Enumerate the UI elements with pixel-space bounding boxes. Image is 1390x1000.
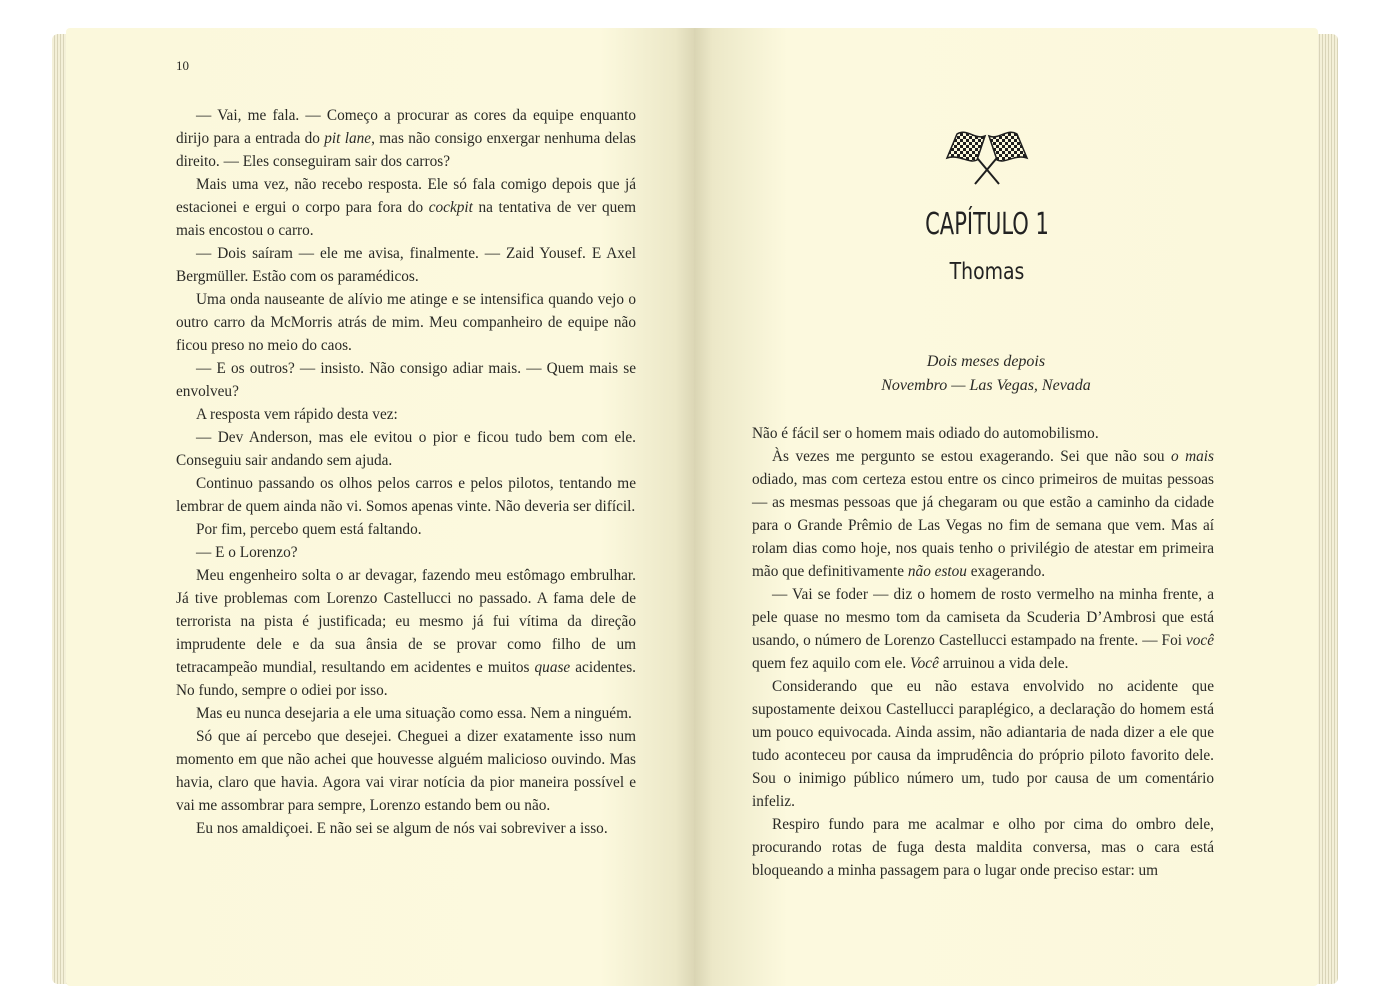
paragraph: — Vai, me fala. — Começo a procurar as cores da equipe enquanto dirijo para a entrada do pit lane, mas não consigo enxergar nenhuma delas direito. — Eles conseguiram sair dos carros? (176, 107, 636, 170)
right-page-body (752, 422, 1214, 882)
epigraph-line: Dois meses depois (926, 353, 1046, 370)
paragraph: Continuo passando os olhos pelos carros e pelos pilotos, tentando me lembrar de quem ainda não vi. Somos apenas vinte. Não deveria ser difícil. (176, 475, 636, 515)
paragraph: Às vezes me pergunto se estou exagerando. Sei que não sou o mais odiado, mas com certeza estou entre os cinco primeiros de muitas pessoas — as mesmas pessoas que já chegaram ou que estão a caminho da cidade para o Grande Prêmio de Las Vegas no fim de semana que vem. Mas aí rolam dias como hoje, nos quais tenho o privilégio de atestar em primeira mão que definitivamente não estou exagerando. (752, 448, 1214, 580)
paragraph: Respiro fundo para me acalmar e olho por cima do ombro dele, procurando rotas de fuga desta maldita conversa, mas o cara está bloqueando a minha passagem para o lugar onde preciso estar: um (752, 816, 1214, 879)
page-number: 10 (176, 58, 189, 73)
paragraph: Eu nos amaldiçoei. E não sei se algum de nós vai sobreviver a isso. (196, 820, 608, 837)
epigraph-line: Novembro — Las Vegas, Nevada (881, 377, 1091, 394)
paragraph: — Vai se foder — diz o homem de rosto vermelho na minha frente, a pele quase no mesmo tom da camiseta da Scuderia D’Ambrosi que está usando, o número de Lorenzo Castellucci estampado na frente. — Foi você quem fez aquilo com ele. Você arruinou a vida dele. (752, 586, 1214, 672)
paragraph: Considerando que eu não estava envolvido no acidente que supostamente deixou Castellucci paraplégico, a declaração do homem está um pouco equivocada. Ainda assim, não adiantaria de nada dizer a ele que tudo aconteceu por causa da imprudência do próprio piloto favorito dele. Sou o inimigo público número um, tudo por causa de um comentário infeliz. (752, 678, 1214, 810)
crossed-checkered-flags-icon (933, 124, 1041, 186)
chapter-heading: CAPÍTULO 1 (925, 207, 1049, 242)
paragraph: Mas eu nunca desejaria a ele uma situação como essa. Nem a ninguém. (196, 705, 632, 722)
paragraph: — E os outros? — insisto. Não consigo adiar mais. — Quem mais se envolveu? (176, 360, 636, 400)
left-page-body (176, 104, 636, 840)
paragraph: Mais uma vez, não recebo resposta. Ele só fala comigo depois que já estacionei e ergui o corpo para fora do cockpit na tentativa de ver quem mais encostou o carro. (176, 176, 636, 239)
paragraph: Não é fácil ser o homem mais odiado do automobilismo. (752, 425, 1099, 442)
paragraph: Só que aí percebo que desejei. Cheguei a dizer exatamente isso num momento em que não achei que houvesse alguém malicioso ouvindo. Mas havia, claro que havia. Agora vai virar notícia da pior maneira possível e vai me assombrar para sempre, Lorenzo estando bem ou não. (176, 728, 636, 814)
paragraph: Uma onda nauseante de alívio me atinge e se intensifica quando vejo o outro carro da McMorris atrás de mim. Meu companheiro de equipe não ficou preso no meio do caos. (176, 291, 636, 354)
paragraph: — Dev Anderson, mas ele evitou o pior e ficou tudo bem com ele. Conseguiu sair andando sem ajuda. (176, 429, 636, 469)
paragraph: — E o Lorenzo? (196, 544, 298, 561)
chapter-pov-name: Thomas (949, 259, 1025, 285)
paragraph: Meu engenheiro solta o ar devagar, fazendo meu estômago embrulhar. Já tive problemas com Lorenzo Castellucci no passado. A fama dele de terrorista na pista é justificada; eu mesmo já fui vítima da direção imprudente dele e da sua ânsia de se provar como filho de um tetracampeão mundial, resultando em acidentes e muitos quase acidentes. No fundo, sempre o odiei por isso. (176, 567, 636, 699)
chapter-epigraph (800, 350, 1172, 398)
right-page-edges (1316, 34, 1338, 984)
paragraph: — Dois saíram — ele me avisa, finalmente. — Zaid Yousef. E Axel Bergmüller. Estão com os paramédicos. (176, 245, 636, 285)
paragraph: Por fim, percebo quem está faltando. (196, 521, 422, 538)
paragraph: A resposta vem rápido desta vez: (196, 406, 398, 423)
